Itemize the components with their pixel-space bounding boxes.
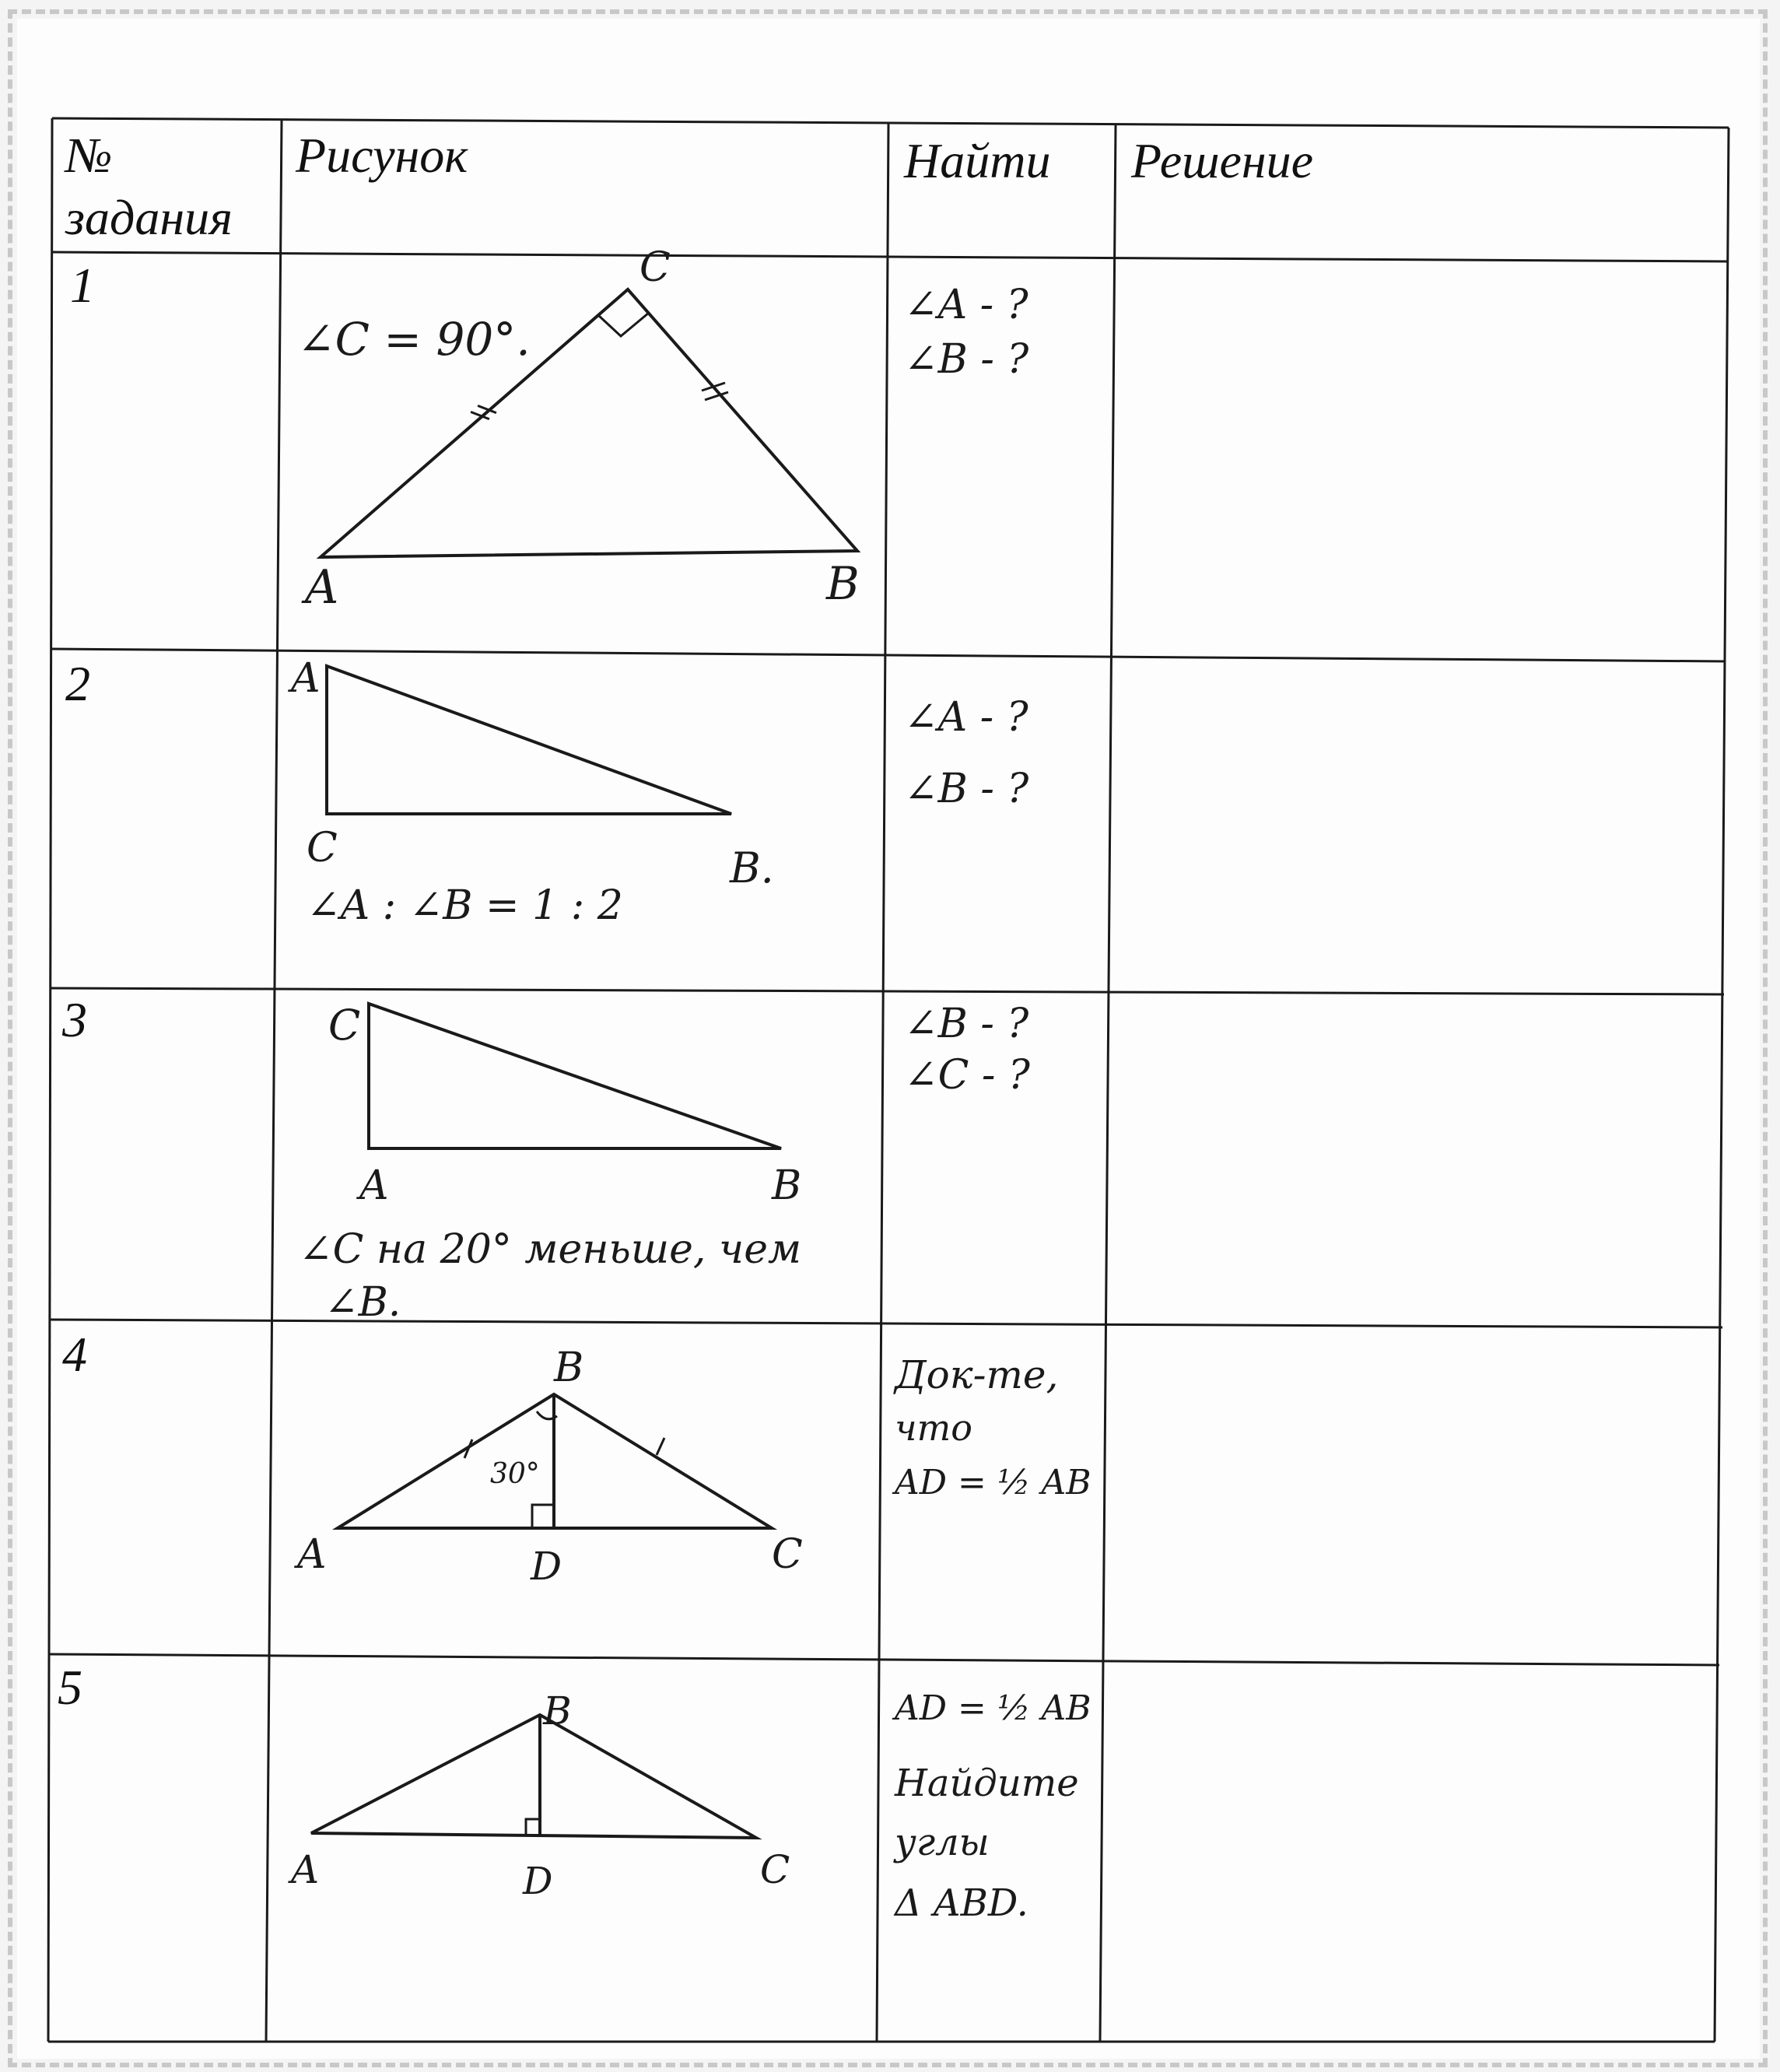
task-number-4: 4 (62, 1327, 87, 1382)
task-3-find-1: ∠B - ? (904, 1001, 1029, 1047)
task-4-find-1: Док-те, (895, 1352, 1059, 1397)
task-4-label-c: C (772, 1531, 803, 1578)
task-1-label-a: A (305, 560, 339, 615)
task-3-find-2: ∠C - ? (904, 1052, 1030, 1099)
task-4-find-2: что (895, 1407, 972, 1449)
task-5-find-1: AD = ½ AB (895, 1688, 1091, 1728)
header-number-line2: задания (65, 190, 233, 245)
task-3-given-line1: ∠C на 20° меньше, чем (299, 1226, 802, 1273)
task-3-label-c: C (328, 1001, 361, 1050)
task-4-label-d: D (531, 1544, 562, 1589)
task-5-label-c: C (760, 1847, 790, 1892)
task-number-3: 3 (62, 992, 87, 1047)
task-2-find-2: ∠B - ? (904, 766, 1029, 812)
triangle-task-4 (338, 1394, 772, 1528)
task-1-find-2: ∠B - ? (904, 336, 1029, 383)
triangle-task-3 (369, 1004, 781, 1148)
task-1-find-1: ∠A - ? (904, 282, 1028, 328)
task-4-angle-label: 30° (490, 1458, 540, 1490)
figures (17, 19, 1760, 2059)
task-4-find-3: AD = ½ AB (895, 1463, 1091, 1502)
triangle-task-5 (311, 1715, 756, 1838)
task-4-label-a: A (297, 1531, 327, 1578)
task-3-label-b: B (772, 1162, 802, 1209)
task-1-label-b: B (826, 557, 860, 610)
header-figure: Рисунок (296, 128, 468, 183)
task-4-label-b: B (554, 1345, 584, 1391)
task-5-find-3: углы (895, 1821, 990, 1864)
task-1-label-c: C (639, 244, 671, 291)
task-5-label-d: D (523, 1860, 553, 1903)
triangle-task-2 (327, 666, 731, 814)
task-2-label-c: C (307, 825, 338, 871)
task-2-label-a: A (291, 655, 321, 702)
task-3-label-a: A (359, 1162, 389, 1209)
task-number-5: 5 (58, 1660, 82, 1715)
task-5-label-b: B (543, 1688, 572, 1734)
header-find: Найти (904, 133, 1051, 188)
task-3-given-line2: ∠B. (324, 1279, 401, 1326)
header-number-line1: № (65, 128, 113, 183)
task-1-given: ∠C = 90°. (297, 313, 531, 366)
task-2-label-b: B. (730, 843, 774, 892)
task-5-find-2: Найдите (895, 1762, 1079, 1805)
header-solution: Решение (1131, 133, 1314, 188)
task-5-label-a: A (291, 1847, 320, 1892)
worksheet (17, 19, 1760, 2059)
task-number-2: 2 (65, 656, 90, 711)
task-2-given: ∠A : ∠B = 1 : 2 (307, 882, 623, 929)
task-number-1: 1 (70, 258, 95, 313)
task-2-find-1: ∠A - ? (904, 694, 1028, 741)
task-5-find-4: Δ ABD. (895, 1881, 1028, 1925)
